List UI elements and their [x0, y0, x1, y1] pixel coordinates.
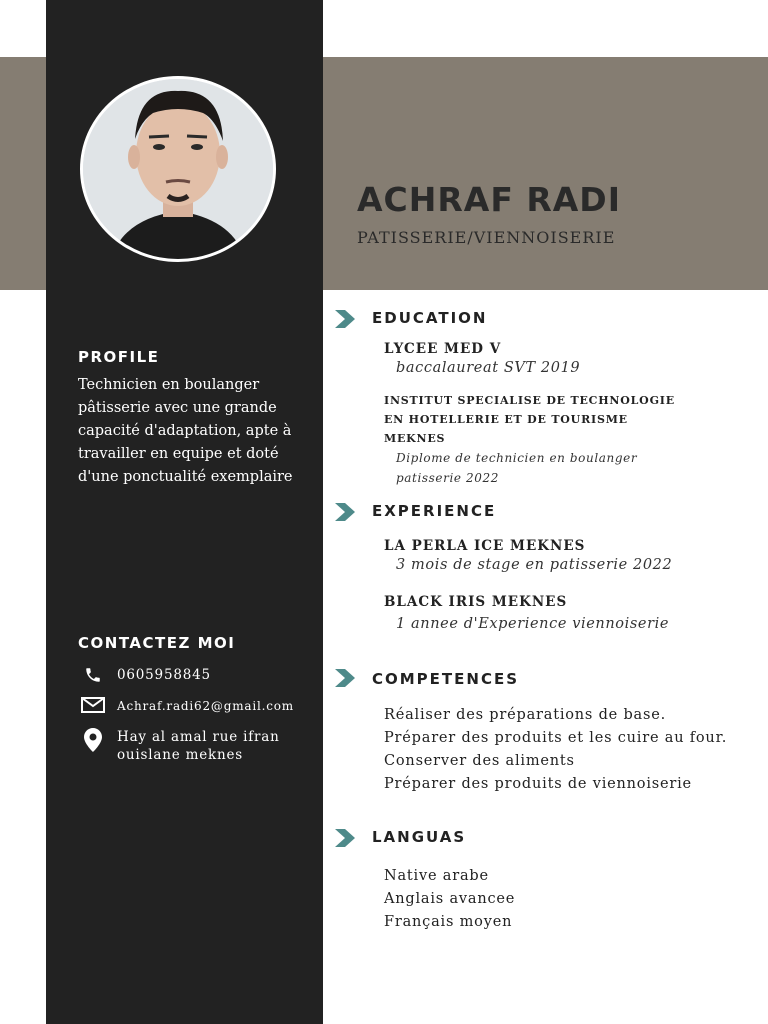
address-text: Hay al amal rue ifran ouislane meknes	[117, 729, 280, 763]
list-item: Préparer des produits et les cuire au four.	[384, 730, 728, 746]
email-address[interactable]: Achraf.radi62@gmail.com	[117, 699, 294, 713]
contact-address	[80, 728, 287, 764]
profile-text: Technicien en boulanger pâtisserie avec une grande capacité d'adaptation, apte à travailler en equipe et doté d'une ponctualité exemplaire	[78, 377, 293, 485]
section-arrow-icon	[333, 503, 359, 521]
contact-title: CONTACTEZ MOI	[78, 634, 236, 652]
education-item-title: INSTITUT SPECIALISE DE TECHNOLOGIE EN HOTELLERIE ET DE TOURISME MEKNES	[384, 394, 675, 445]
experience-item-desc: 3 mois de stage en patisserie 2022	[396, 557, 673, 573]
avatar-photo	[83, 79, 273, 259]
contact-email	[80, 697, 294, 717]
location-icon	[80, 728, 106, 748]
experience-item-desc: 1 annee d'Experience viennoiserie	[396, 616, 670, 632]
job-title: PATISSERIE/VIENNOISERIE	[357, 228, 616, 247]
email-icon	[80, 697, 106, 717]
section-arrow-icon	[333, 669, 359, 687]
header-band-left	[0, 57, 46, 290]
education-item-desc: baccalaureat SVT 2019	[396, 360, 581, 376]
experience-title: EXPERIENCE	[372, 502, 497, 520]
education-title: EDUCATION	[372, 309, 488, 327]
section-arrow-icon	[333, 310, 359, 328]
competences-list	[384, 704, 727, 796]
experience-item-title: LA PERLA ICE MEKNES	[384, 538, 586, 554]
contact-phone	[80, 666, 211, 686]
experience-item-title: BLACK IRIS MEKNES	[384, 594, 568, 610]
person-name: ACHRAF RADI	[357, 180, 621, 219]
list-item: Français moyen	[384, 914, 513, 930]
list-item: Anglais avancee	[384, 891, 516, 907]
list-item: Préparer des produits de viennoiserie	[384, 776, 692, 792]
list-item: Native arabe	[384, 868, 489, 884]
education-item-desc: Diplome de technicien en boulanger patisserie 2022	[396, 451, 638, 485]
list-item: Réaliser des préparations de base.	[384, 707, 667, 723]
list-item: Conserver des aliments	[384, 753, 575, 769]
languages-title: LANGUAS	[372, 828, 467, 846]
profile-title: PROFILE	[78, 348, 160, 366]
phone-icon	[80, 666, 106, 686]
education-item-title: LYCEE MED V	[384, 341, 502, 357]
section-arrow-icon	[333, 829, 359, 847]
avatar	[80, 76, 276, 262]
languages-list	[384, 865, 515, 934]
competences-title: COMPETENCES	[372, 670, 520, 688]
phone-number[interactable]: 0605958845	[117, 667, 211, 683]
header-band	[323, 57, 768, 290]
